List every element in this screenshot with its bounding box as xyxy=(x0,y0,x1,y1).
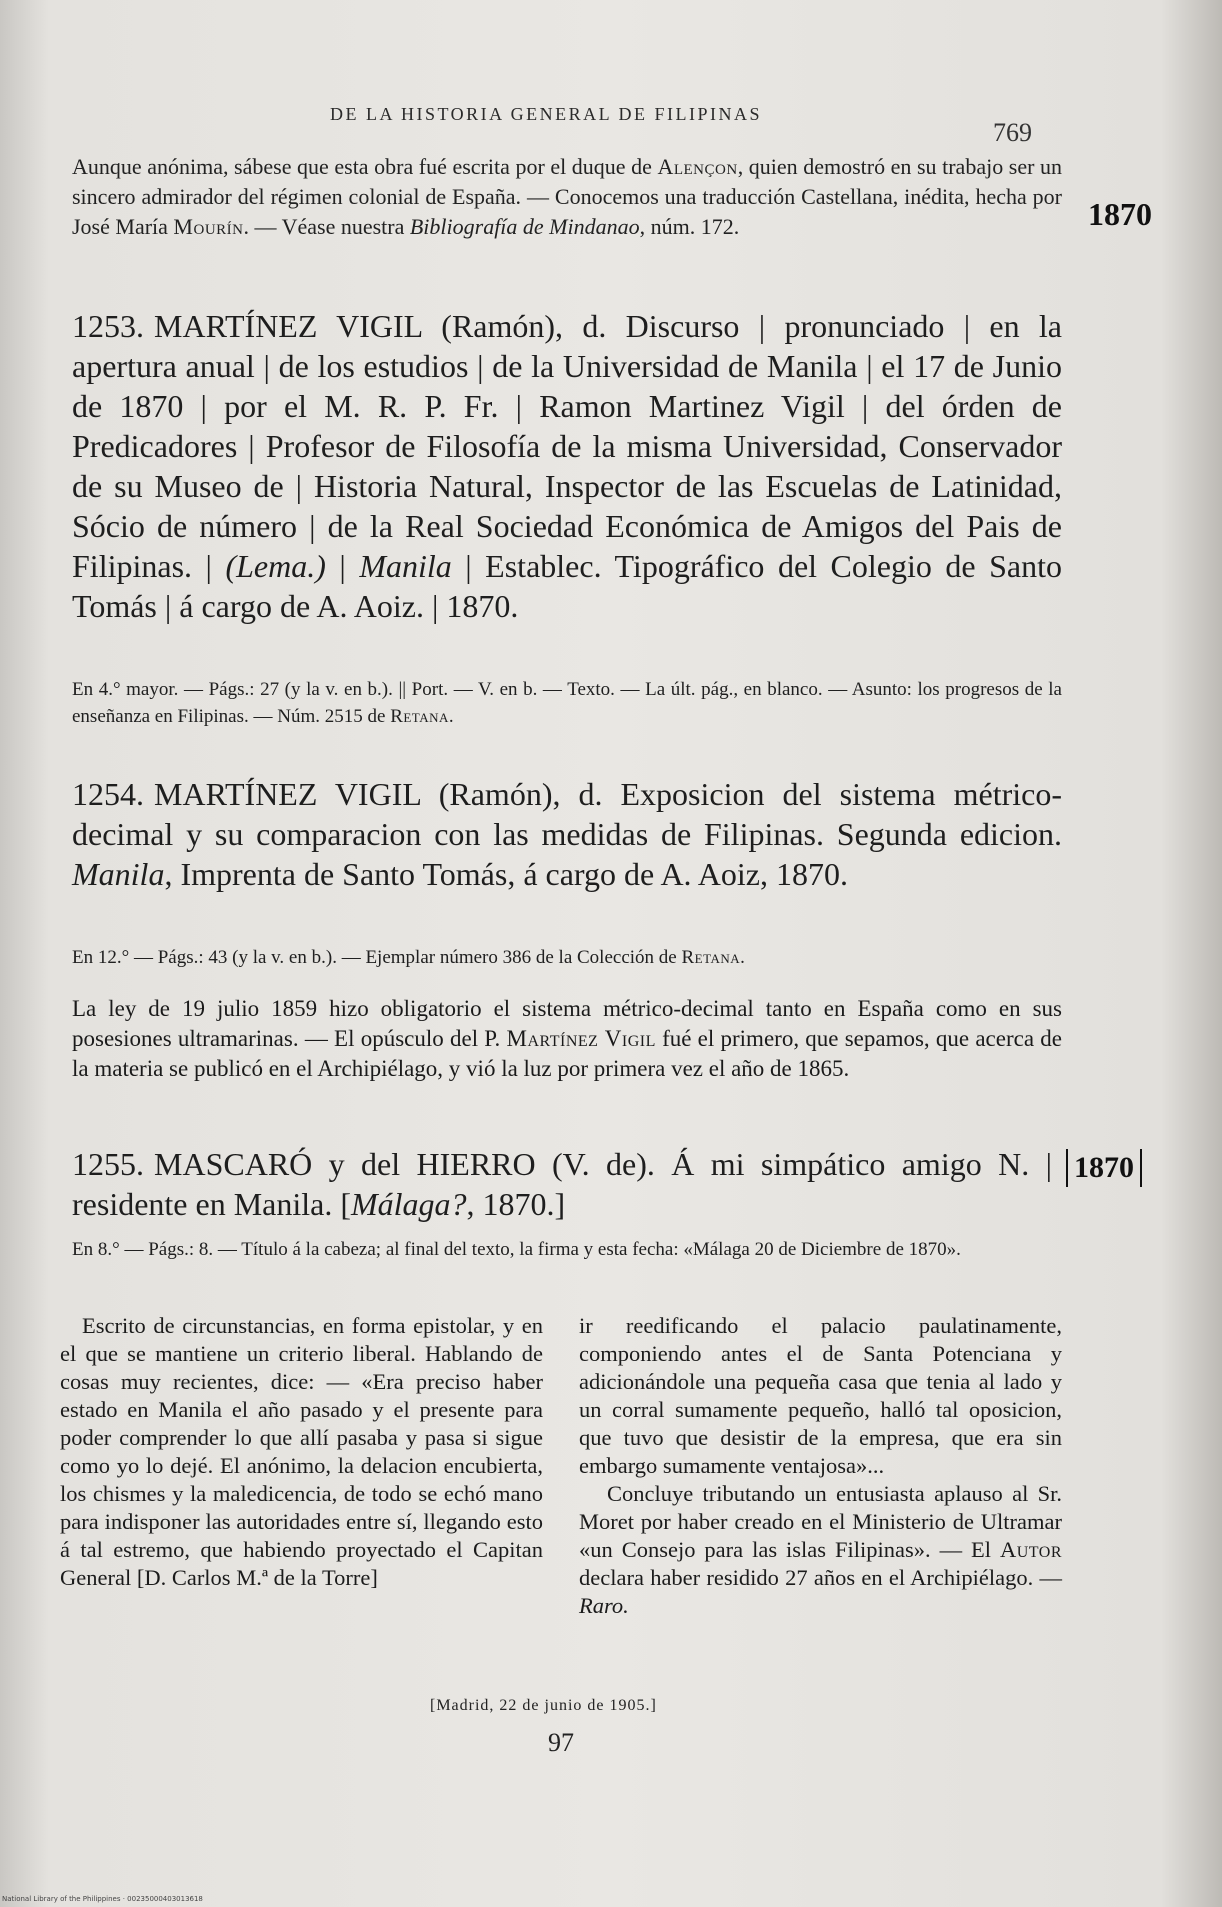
printing-date: [Madrid, 22 de junio de 1905.] xyxy=(430,1697,657,1714)
continuation-note: Aunque anónima, sábese que esta obra fué escrita por el duque de Alençon, quien demostró en su trabajo ser un sincero admirador del régimen colonial de España. — Conocemos una traducción Castellana, inédita, hecha por José María Mourín. — Véase nuestra Bibliografía de Mindanao, núm. 172. xyxy=(72,154,1062,239)
entry-number: 1253. xyxy=(72,308,144,344)
two-column-commentary xyxy=(60,1312,1062,1620)
author-ref: Autor xyxy=(999,1537,1062,1562)
right-column-conclusion: Concluye tributando un entusiasta aplauso al Sr. Moret por haber creado en el Ministerio de Ultramar «un Consejo para las islas Filipinas». — El Autor declara haber residido 27 años en el Archipiélago. — Raro. xyxy=(579,1481,1062,1618)
page-number: 769 xyxy=(993,118,1032,147)
signature-mark: 97 xyxy=(548,1728,574,1757)
author-name: Alençon xyxy=(657,154,738,179)
author-name: Martínez Vigil xyxy=(506,1026,656,1051)
margin-year-bracketed: 1870 xyxy=(1066,1149,1142,1187)
running-head: DE LA HISTORIA GENERAL DE FILIPINAS xyxy=(330,104,762,124)
retana-ref: Retana xyxy=(390,706,449,727)
imprint-place: Málaga? xyxy=(351,1186,467,1222)
entry-1254: 1254. MARTÍNEZ VIGIL (Ramón), d. Exposicion del sistema métrico-decimal y su comparacion con las medidas de Filipinas. Segunda edicion. Manila, Imprenta de Santo Tomás, á cargo de A. Aoiz, 1870. xyxy=(72,776,1062,892)
left-column-text: Escrito de circunstancias, en forma epistolar, y en el que se mantiene un criterio liberal. Hablando de cosas muy recientes, dice: — «Era preciso haber estado en Manila el año pasado y el presente para poder comprender lo que allí pasaba y pasa si sigue como yo lo dejé. El anónimo, la delacion encubierta, los chismes y la maledicencia, de todo se echó mano para indisponer las autoridades entre sí, llegando esto á tal estremo, que habiendo proyectado el Capitan General [D. Carlos M.ª de la Torre] xyxy=(60,1313,543,1590)
entry-1254-description: En 12.° — Págs.: 43 (y la v. en b.). — Ejemplar número 386 de la Colección de Retana. xyxy=(72,947,745,968)
entry-1255-description: En 8.° — Págs.: 8. — Título á la cabeza; al final del texto, la firma y esta fecha: «Málaga 20 de Diciembre de 1870». xyxy=(72,1239,961,1260)
right-column xyxy=(579,1312,1062,1620)
work-title: Bibliografía de Mindanao xyxy=(409,214,640,239)
retana-ref: Retana xyxy=(681,947,741,968)
entry-1253: 1253. MARTÍNEZ VIGIL (Ramón), d. Discurso | pronunciado | en la apertura anual | de los estudios | de la Universidad de Manila | el 17 de Junio de 1870 | por el M. R. P. Fr. | Ramon Martinez Vigil | del órden de Predicadores | Profesor de Filosofía de la misma Universidad, Conservador de su Museo de | Historia Natural, Inspector de las Escuelas de Latinidad, Sócio de número | de la Real Sociedad Económica de Amigos del Pais de Filipinas. | (Lema.) | Manila | Establec. Tipográfico del Colegio de Santo Tomás | á cargo de A. Aoiz. | 1870. xyxy=(72,308,1063,624)
imprint-place: Manila xyxy=(359,548,452,584)
lema: (Lema.) xyxy=(225,548,326,584)
imprint-place: Manila xyxy=(72,856,165,892)
translator-name: Mourín xyxy=(173,214,244,239)
margin-year: 1870 xyxy=(1088,196,1152,232)
rarity-note: Raro. xyxy=(579,1593,629,1618)
left-column xyxy=(60,1312,543,1620)
entry-1253-description: En 4.° mayor. — Págs.: 27 (y la v. en b.). || Port. — V. en b. — Texto. — La últ. pág., en blanco. — Asunto: los progresos de la enseñanza en Filipinas. — Núm. 2515 de Retana. xyxy=(72,679,1062,727)
entry-1255: 1255. MASCARÓ y del HIERRO (V. de). Á mi simpático amigo N. | residente en Manila. [Málaga?, 1870.] xyxy=(72,1146,1052,1222)
right-column-text: ir reedificando el palacio paulatinamente, componiendo antes el de Santa Potenciana y adicionándole una pequeña casa que tenia al lado y un corral sumamente pequeño, halló tal oposicion, que tuvo que desistir de la empresa, que era sin embargo sumamente ventajosa»... xyxy=(579,1313,1062,1478)
entry-number: 1255. xyxy=(72,1146,144,1182)
library-watermark: National Library of the Philippines · 00235000403013618 xyxy=(2,1895,203,1903)
entry-number: 1254. xyxy=(72,776,144,812)
entry-1254-commentary: La ley de 19 julio 1859 hizo obligatorio el sistema métrico-decimal tanto en España como en sus posesiones ultramarinas. — El opúsculo del P. Martínez Vigil fué el primero, que sepamos, que acerca de la materia se publicó en el Archipiélago, y vió la luz por primera vez el año de 1865. xyxy=(72,996,1062,1081)
